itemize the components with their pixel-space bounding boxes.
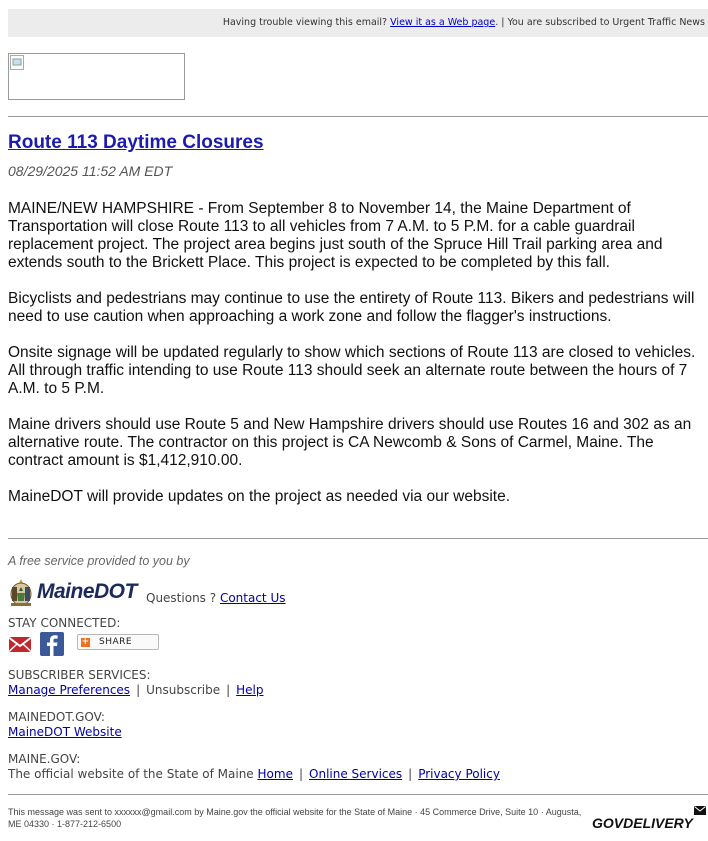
contact-us-link[interactable]: Contact Us: [219, 591, 286, 605]
article-paragraph-2: Bicyclists and pedestrians may continue to use the entirety of Route 113. Bikers and pedestrians will need to use caution when approaching a work zone and follow the flagger's instructions.: [8, 290, 695, 325]
stay-connected-label: STAY CONNECTED:: [8, 616, 121, 630]
header-banner-image: [8, 53, 185, 100]
subscriber-links: [8, 683, 264, 697]
envelope-icon: [694, 806, 706, 815]
article-paragraph-1: MAINE/NEW HAMPSHIRE - From September 8 to November 14, the Maine Department of Transportation will close Route 113 to all vehicles from 7 A.M. to 5 P.M. for a cable guardrail replacement project. The project area begins just south of the Spruce Hill Trail parking area and extends south to the Brickett Place. This project is expected to be completed by this fall.: [8, 200, 663, 271]
govdelivery-text: GOVDELIVERY: [592, 815, 693, 831]
trouble-viewing-text: Having trouble viewing this email?: [222, 17, 388, 28]
maine-gov-links: [8, 767, 500, 781]
questions-label: Questions ?: [146, 591, 217, 605]
broken-image-icon: [10, 55, 24, 70]
subscribed-text: . | You are subscribed to Urgent Traffic News: [495, 17, 705, 28]
manage-preferences-link[interactable]: Manage Preferences: [8, 683, 131, 697]
message-footer-text: This message was sent to xxxxxx@gmail.com by Maine.gov the official website for the State of Maine · 45 Commerce Drive, Suite 10 · Augusta, ME 04330 · 1-877-212-6500: [8, 807, 582, 829]
article-title-link[interactable]: Route 113 Daytime Closures: [8, 132, 264, 153]
divider: [8, 116, 708, 117]
online-services-link[interactable]: Online Services: [309, 767, 403, 781]
mainedot-website-link[interactable]: MaineDOT Website: [8, 725, 122, 739]
privacy-policy-link[interactable]: Privacy Policy: [418, 767, 500, 781]
free-service-text: A free service provided to you by: [8, 554, 190, 568]
article-paragraph-4: Maine drivers should use Route 5 and New Hampshire drivers should use Routes 16 and 302 as an alternative route. The contractor on this project is CA Newcomb & Sons of Carmel, Maine. The contract amount is $1,412,910.00.: [8, 416, 692, 469]
mainedot-gov-label: MAINEDOT.GOV:: [8, 710, 105, 724]
divider: [8, 794, 708, 795]
divider: [8, 538, 708, 539]
article-paragraph-3: Onsite signage will be updated regularly to show which sections of Route 113 are closed to vehicles. All through traffic intending to use Route 113 should seek an alternate route between the hours of 7 A.M. to 5 P.M.: [8, 344, 696, 397]
home-link[interactable]: Home: [257, 767, 293, 781]
maine-seal-icon: [8, 577, 34, 607]
help-link[interactable]: Help: [236, 683, 264, 697]
top-notice-bar: [8, 9, 708, 37]
mainedot-logo[interactable]: [8, 576, 137, 608]
official-site-text: The official website of the State of Maine: [8, 767, 254, 781]
unsubscribe-text[interactable]: Unsubscribe: [146, 683, 221, 697]
separator: |: [226, 683, 231, 697]
subscriber-services-label: SUBSCRIBER SERVICES:: [8, 668, 151, 682]
article-paragraph-5: MaineDOT will provide updates on the project as needed via our website.: [8, 488, 511, 505]
mainedot-website-line: [8, 725, 122, 739]
article-date: 08/29/2025 11:52 AM EDT: [8, 163, 173, 179]
email-envelope-icon[interactable]: [8, 632, 32, 656]
view-web-page-link[interactable]: View it as a Web page: [390, 17, 496, 28]
questions-line: [146, 591, 285, 605]
govdelivery-logo[interactable]: [592, 804, 708, 832]
facebook-icon[interactable]: [40, 632, 64, 656]
share-label: SHARE: [99, 637, 133, 647]
share-button[interactable]: [77, 634, 159, 650]
separator: |: [136, 683, 141, 697]
separator: |: [298, 767, 304, 781]
social-icons-row: [8, 632, 159, 658]
maine-gov-label: MAINE.GOV:: [8, 752, 81, 766]
separator: |: [408, 767, 413, 781]
mainedot-wordmark: MaineDOT: [37, 580, 137, 603]
share-plus-icon: +: [81, 636, 90, 647]
